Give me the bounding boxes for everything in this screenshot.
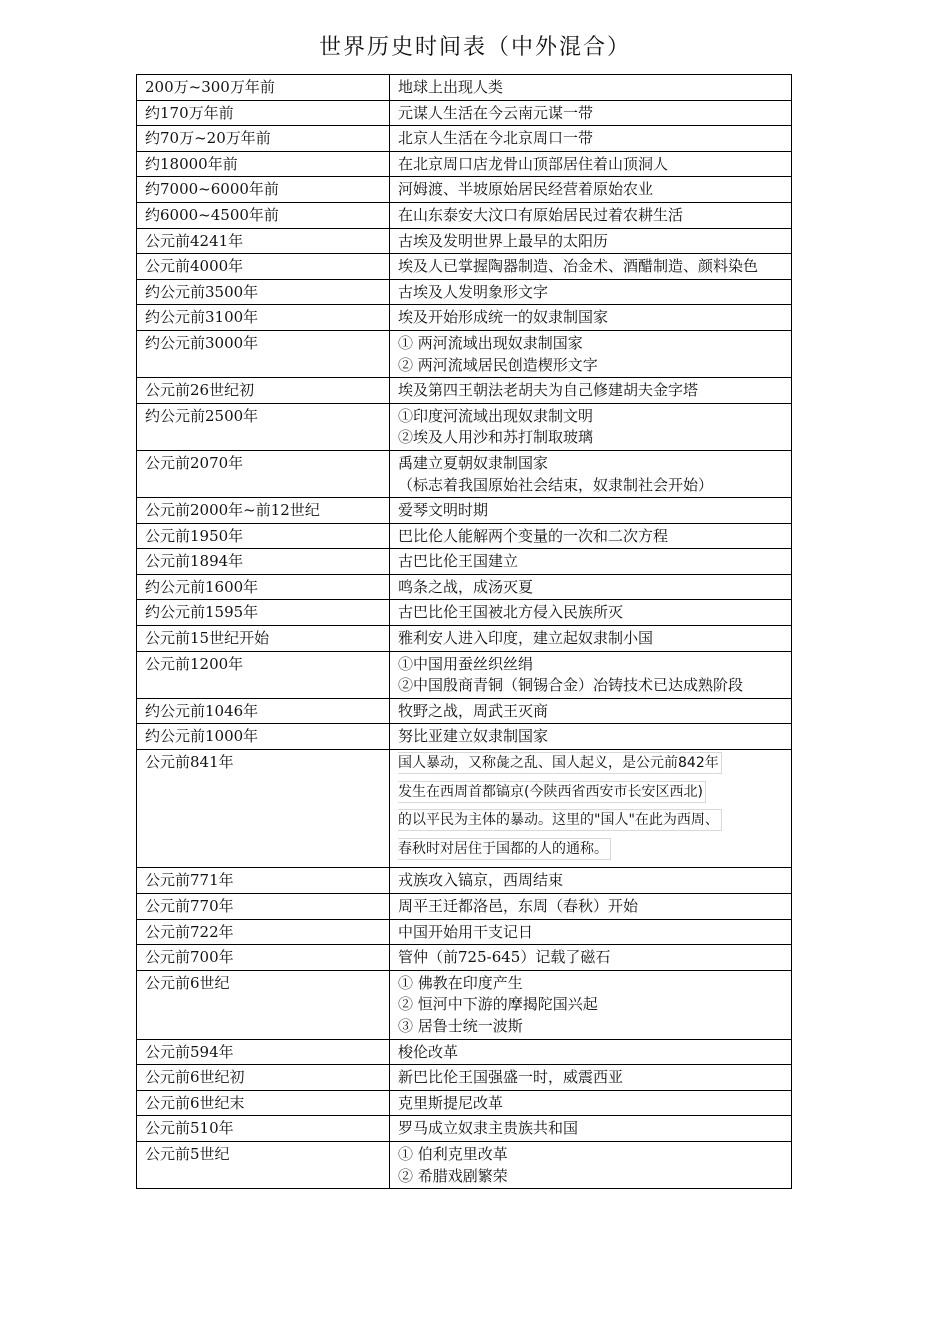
event-cell	[390, 1090, 792, 1116]
event-line: ① 两河流域出现奴隶制国家	[398, 333, 583, 352]
event-cell	[390, 403, 792, 450]
date-cell: 公元前594年	[137, 1039, 390, 1065]
event-line: 罗马成立奴隶主贵族共和国	[398, 1119, 579, 1138]
date-cell: 公元前6世纪	[137, 970, 390, 1039]
date-cell: 公元前700年	[137, 945, 390, 971]
event-cell	[390, 498, 792, 524]
date-cell: 公元前770年	[137, 894, 390, 920]
event-line: ① 伯利克里改革	[398, 1144, 508, 1163]
event-cell	[390, 1141, 792, 1188]
timeline-row	[137, 75, 792, 101]
event-line: 雅利安人进入印度，建立起奴隶制小国	[398, 629, 654, 648]
event-cell	[390, 549, 792, 575]
event-line: 北京人生活在今北京周口一带	[398, 129, 594, 148]
timeline-row	[137, 600, 792, 626]
event-cell	[390, 126, 792, 152]
event-line: 牧野之战，周武王灭商	[398, 701, 549, 720]
date-cell: 公元前15世纪开始	[137, 626, 390, 652]
date-cell: 约公元前1600年	[137, 574, 390, 600]
date-cell: 200万~300万年前	[137, 75, 390, 101]
timeline-row	[137, 126, 792, 152]
date-cell: 约70万~20万年前	[137, 126, 390, 152]
event-line: 在山东泰安大汶口有原始居民过着农耕生活	[398, 205, 684, 224]
date-cell: 公元前4000年	[137, 254, 390, 280]
timeline-row	[137, 498, 792, 524]
event-line: 周平王迁都洛邑，东周（春秋）开始	[398, 897, 639, 915]
event-cell	[390, 894, 792, 920]
date-cell: 公元前5世纪	[137, 1141, 390, 1188]
event-cell	[390, 600, 792, 626]
timeline-row	[137, 305, 792, 331]
event-line: ① 佛教在印度产生	[398, 973, 523, 992]
date-cell: 公元前841年	[137, 750, 390, 868]
date-cell: 公元前1894年	[137, 549, 390, 575]
timeline-row	[137, 626, 792, 652]
event-cell	[390, 1116, 792, 1142]
timeline-row	[137, 450, 792, 497]
event-line: 埃及开始形成统一的奴隶制国家	[398, 308, 609, 327]
page-title: 世界历史时间表（中外混合）	[318, 35, 631, 60]
event-line: 禹建立夏朝奴隶制国家	[398, 453, 549, 472]
timeline-row	[137, 330, 792, 377]
event-cell	[390, 75, 792, 101]
event-cell	[390, 151, 792, 177]
event-cell	[390, 698, 792, 724]
timeline-row	[137, 523, 792, 549]
event-line: 新巴比伦王国强盛一时，威震西亚	[398, 1068, 624, 1087]
event-line: ②中国殷商青铜（铜锡合金）冶铸技术已达成熟阶段	[398, 676, 744, 695]
event-line: ②埃及人用沙和苏打制取玻璃	[398, 428, 594, 447]
date-cell: 约公元前2500年	[137, 403, 390, 450]
event-line: 发生在西周首都镐京(今陕西省西安市长安区西北)	[398, 781, 706, 803]
event-line: 河姆渡、半坡原始居民经营着原始农业	[398, 180, 654, 199]
date-cell: 约公元前1595年	[137, 600, 390, 626]
timeline-row	[137, 970, 792, 1039]
date-cell: 公元前2070年	[137, 450, 390, 497]
event-cell	[390, 254, 792, 280]
timeline-row	[137, 100, 792, 126]
event-cell	[390, 228, 792, 254]
date-cell: 约公元前1046年	[137, 698, 390, 724]
event-line: 爱琴文明时期	[398, 501, 489, 520]
event-cell	[390, 450, 792, 497]
event-line: 鸣条之战，成汤灭夏	[398, 577, 534, 596]
timeline-body	[137, 75, 792, 1189]
timeline-row	[137, 228, 792, 254]
timeline-row	[137, 151, 792, 177]
event-cell	[390, 626, 792, 652]
date-cell: 约6000~4500年前	[137, 202, 390, 228]
event-cell	[390, 724, 792, 750]
event-line: ①中国用蚕丝织丝绢	[398, 654, 534, 673]
date-cell: 约公元前3500年	[137, 279, 390, 305]
date-cell: 公元前2000年~前12世纪	[137, 498, 390, 524]
timeline-row	[137, 1090, 792, 1116]
date-cell: 公元前26世纪初	[137, 378, 390, 404]
event-line: 地球上出现人类	[398, 78, 504, 96]
timeline-row	[137, 1039, 792, 1065]
date-cell: 公元前771年	[137, 868, 390, 894]
event-line: 古巴比伦王国建立	[398, 552, 519, 571]
timeline-row	[137, 698, 792, 724]
event-cell	[390, 279, 792, 305]
event-line: 管仲（前725-645）记载了磁石	[398, 948, 611, 967]
event-cell	[390, 523, 792, 549]
date-cell: 公元前6世纪初	[137, 1065, 390, 1091]
timeline-table	[136, 74, 792, 1189]
timeline-row	[137, 549, 792, 575]
event-line: 巴比伦人能解两个变量的一次和二次方程	[398, 526, 669, 545]
event-line: 在北京周口店龙骨山顶部居住着山顶洞人	[398, 154, 669, 173]
timeline-row	[137, 724, 792, 750]
date-cell: 约公元前3000年	[137, 330, 390, 377]
timeline-row	[137, 202, 792, 228]
event-line: ② 希腊戏剧繁荣	[398, 1166, 508, 1185]
event-cell	[390, 574, 792, 600]
timeline-row	[137, 750, 792, 868]
timeline-row	[137, 868, 792, 894]
event-line: ③ 居鲁士统一波斯	[398, 1016, 523, 1035]
event-cell	[390, 868, 792, 894]
date-cell: 约18000年前	[137, 151, 390, 177]
timeline-row	[137, 378, 792, 404]
event-line: 梭伦改革	[398, 1042, 459, 1061]
date-cell: 约公元前1000年	[137, 724, 390, 750]
event-cell	[390, 919, 792, 945]
event-line: 埃及第四王朝法老胡夫为自己修建胡夫金字塔	[398, 381, 699, 400]
timeline-row	[137, 945, 792, 971]
timeline-row	[137, 1116, 792, 1142]
timeline-row	[137, 1065, 792, 1091]
event-line: 元谋人生活在今云南元谋一带	[398, 103, 594, 122]
event-cell	[390, 100, 792, 126]
event-line: （标志着我国原始社会结束，奴隶制社会开始）	[398, 475, 714, 494]
event-cell	[390, 378, 792, 404]
event-line: ② 恒河中下游的摩揭陀国兴起	[398, 995, 598, 1014]
event-cell	[390, 651, 792, 698]
timeline-row	[137, 177, 792, 203]
timeline-row	[137, 403, 792, 450]
event-line: 埃及人已掌握陶器制造、冶金术、酒醋制造、颜料染色	[398, 257, 759, 276]
event-line: 克里斯提尼改革	[398, 1093, 504, 1112]
date-cell: 约公元前3100年	[137, 305, 390, 331]
event-line: 春秋时对居住于国都的人的通称。	[398, 838, 611, 860]
event-line: 古巴比伦王国被北方侵入民族所灭	[398, 603, 624, 622]
event-cell	[390, 330, 792, 377]
date-cell: 约170万年前	[137, 100, 390, 126]
date-cell: 公元前4241年	[137, 228, 390, 254]
event-cell	[390, 1039, 792, 1065]
date-cell: 约7000~6000年前	[137, 177, 390, 203]
event-cell	[390, 202, 792, 228]
date-cell: 公元前1200年	[137, 651, 390, 698]
date-cell: 公元前722年	[137, 919, 390, 945]
event-line: 的以平民为主体的暴动。这里的"国人"在此为西周、	[398, 809, 722, 831]
timeline-row	[137, 919, 792, 945]
date-cell: 公元前6世纪末	[137, 1090, 390, 1116]
event-cell	[390, 750, 792, 868]
event-cell	[390, 1065, 792, 1091]
date-cell: 公元前1950年	[137, 523, 390, 549]
date-cell: 公元前510年	[137, 1116, 390, 1142]
event-line: 国人暴动，又称彘之乱、国人起义，是公元前842年	[398, 752, 722, 774]
timeline-row	[137, 894, 792, 920]
event-cell	[390, 970, 792, 1039]
event-line: 中国开始用干支记日	[398, 922, 534, 941]
timeline-row	[137, 651, 792, 698]
event-line: 努比亚建立奴隶制国家	[398, 727, 549, 746]
timeline-row	[137, 1141, 792, 1188]
event-line: ①印度河流域出现奴隶制文明	[398, 406, 594, 425]
timeline-row	[137, 574, 792, 600]
event-line: ② 两河流域居民创造楔形文字	[398, 355, 598, 374]
event-cell	[390, 177, 792, 203]
event-line: 古埃及发明世界上最早的太阳历	[398, 231, 609, 250]
event-cell	[390, 945, 792, 971]
timeline-row	[137, 279, 792, 305]
event-cell	[390, 305, 792, 331]
event-line: 戎族攻入镐京，西周结束	[398, 871, 564, 890]
event-line: 古埃及人发明象形文字	[398, 282, 549, 301]
timeline-row	[137, 254, 792, 280]
